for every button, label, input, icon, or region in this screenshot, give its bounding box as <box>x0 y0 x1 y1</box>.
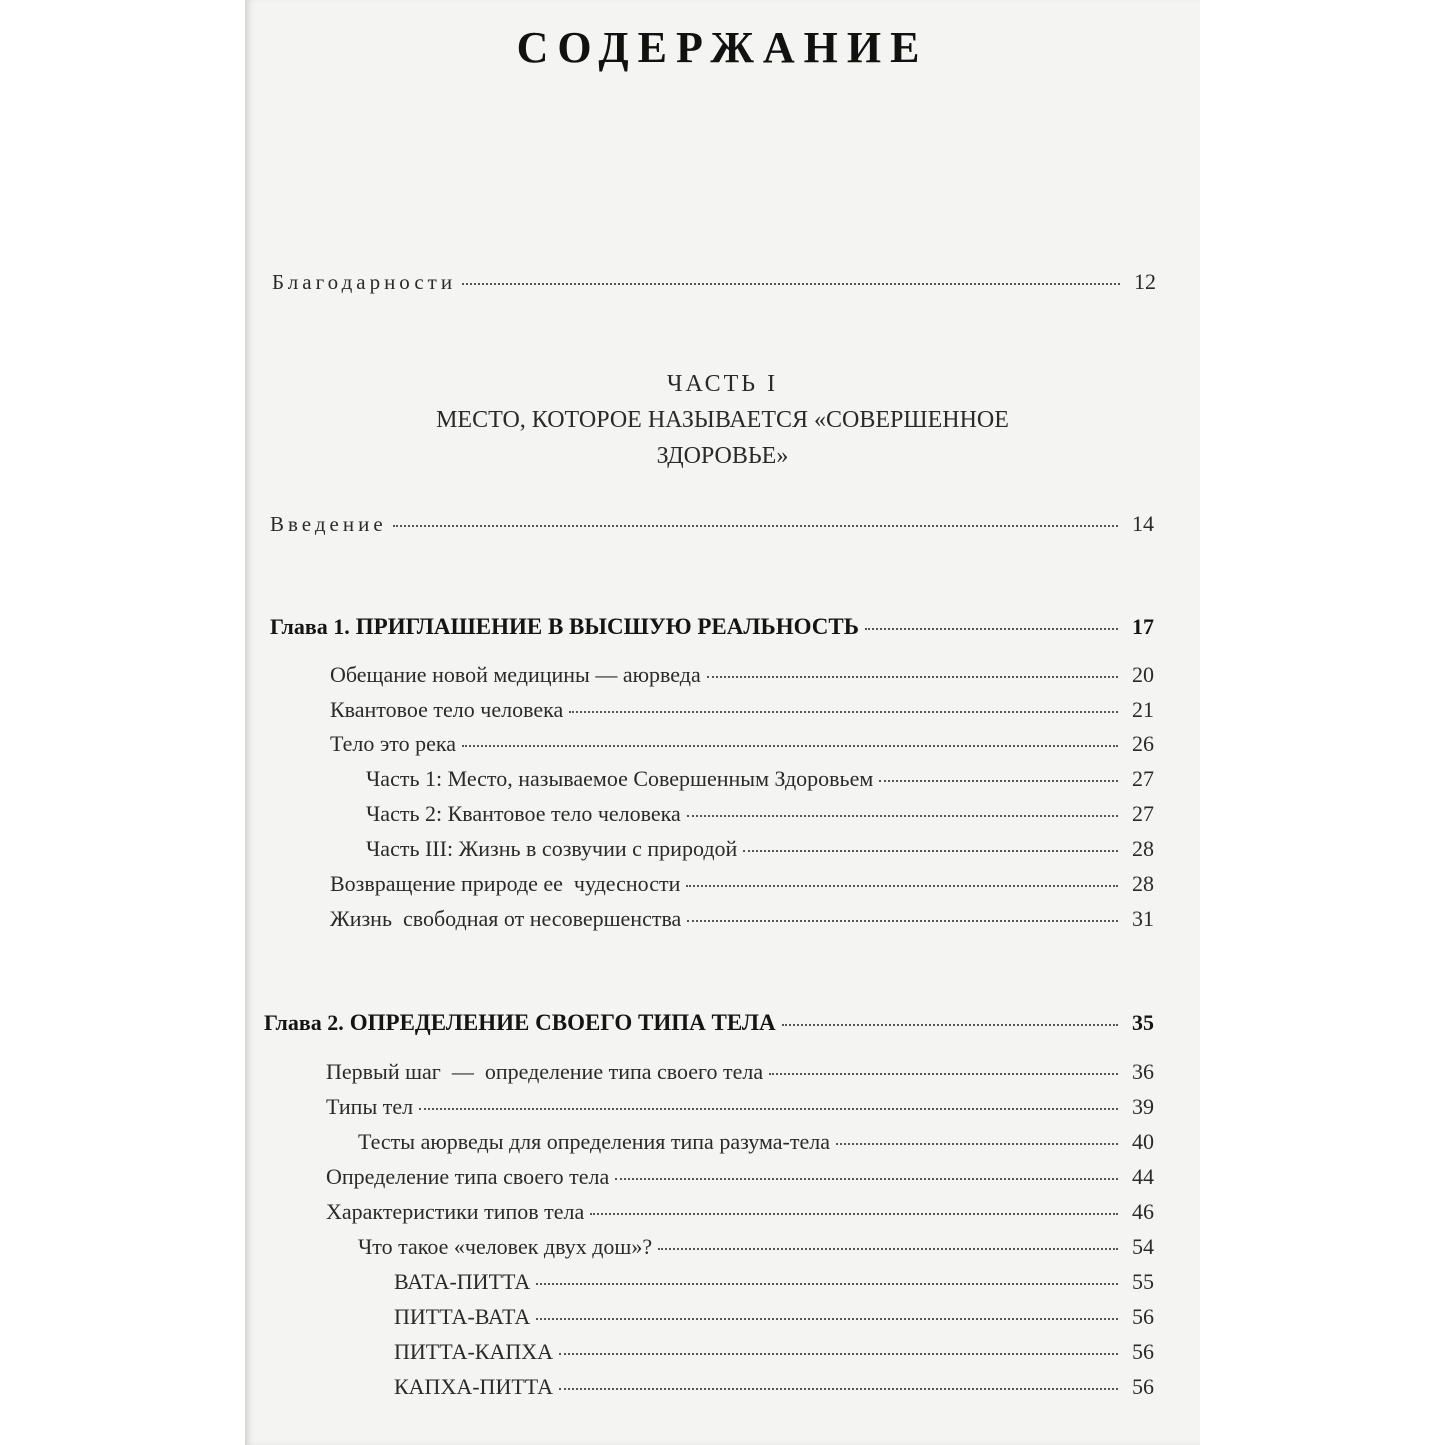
toc-page-number: 36 <box>1132 1059 1154 1084</box>
toc-entry-label: ПИТТА-ВАТА <box>394 1304 531 1329</box>
toc-entry-label: Жизнь свободная от несовершенства <box>330 906 682 931</box>
toc-entry[interactable] <box>330 870 1154 898</box>
toc-page-number: 27 <box>1132 766 1154 791</box>
dot-leader <box>615 1174 1118 1180</box>
toc-page-number: 28 <box>1132 836 1154 861</box>
part-heading <box>245 366 1200 474</box>
dot-leader <box>686 881 1118 887</box>
toc-entry[interactable] <box>326 1163 1154 1191</box>
part-number: ЧАСТЬ I <box>666 371 779 397</box>
toc-page-number: 20 <box>1132 662 1154 687</box>
dot-leader <box>836 1139 1118 1145</box>
toc-page-number: 17 <box>1132 614 1154 639</box>
toc-entry-label: Тело это река <box>330 731 456 756</box>
toc-entry-label: Благодарности <box>272 270 457 294</box>
toc-entry-introduction[interactable] <box>270 510 1154 538</box>
toc-page-number: 40 <box>1132 1129 1154 1154</box>
toc-entry-label: Часть 1: Место, называемое Совершенным Здоровьем <box>366 766 874 791</box>
toc-page-number: 27 <box>1132 801 1154 826</box>
toc-page-number: 26 <box>1132 731 1154 756</box>
toc-entry-label: Что такое «человек двух дош»? <box>358 1234 653 1259</box>
toc-chapter-1[interactable] <box>270 613 1154 641</box>
toc-entry[interactable] <box>358 1128 1154 1156</box>
toc-entry[interactable] <box>330 730 1154 758</box>
toc-entry-label: Часть III: Жизнь в созвучии с природой <box>366 836 738 861</box>
toc-entry[interactable] <box>366 765 1154 793</box>
toc-entry[interactable] <box>394 1268 1154 1296</box>
toc-page-number: 56 <box>1132 1304 1154 1329</box>
toc-page-number: 55 <box>1132 1269 1154 1294</box>
toc-entry-label: Определение типа своего тела <box>326 1164 610 1189</box>
toc-page-number: 46 <box>1132 1199 1154 1224</box>
toc-entry-label: ВАТА-ПИТТА <box>394 1269 531 1294</box>
toc-entry-label: ПИТТА-КАПХА <box>394 1339 553 1364</box>
toc-entry-label: Характеристики типов тела <box>326 1199 585 1224</box>
dot-leader <box>569 707 1118 713</box>
toc-entry[interactable] <box>330 661 1154 689</box>
toc-page-number: 21 <box>1132 697 1154 722</box>
dot-leader <box>590 1209 1118 1215</box>
toc-entry[interactable] <box>366 835 1154 863</box>
dot-leader <box>782 1020 1118 1026</box>
dot-leader <box>707 672 1118 678</box>
chapter-title: ОПРЕДЕЛЕНИЕ СВОЕГО ТИПА ТЕЛА <box>349 1010 776 1035</box>
toc-page-number: 35 <box>1132 1010 1154 1035</box>
toc-entry-label: Обещание новой медицины — аюрведа <box>330 662 701 687</box>
dot-leader <box>687 916 1118 922</box>
toc-page-number: 12 <box>1134 269 1156 294</box>
dot-leader <box>559 1349 1118 1355</box>
toc-page-number: 14 <box>1132 511 1154 536</box>
dot-leader <box>559 1384 1118 1390</box>
toc-entry-acknowledgements[interactable] <box>272 268 1156 296</box>
toc-entry[interactable] <box>330 905 1154 933</box>
toc-page-number: 44 <box>1132 1164 1154 1189</box>
toc-entry-label: КАПХА-ПИТТА <box>394 1374 553 1399</box>
toc-entry[interactable] <box>358 1233 1154 1261</box>
toc-entry-label: Первый шаг — определение типа своего тела <box>326 1059 764 1084</box>
dot-leader <box>769 1069 1118 1075</box>
dot-leader <box>393 521 1118 527</box>
toc-entry[interactable] <box>330 696 1154 724</box>
dot-leader <box>865 624 1118 630</box>
dot-leader <box>879 776 1118 782</box>
dot-leader <box>462 279 1120 285</box>
dot-leader <box>462 741 1118 747</box>
toc-entry[interactable] <box>394 1303 1154 1331</box>
chapter-title: ПРИГЛАШЕНИЕ В ВЫСШУЮ РЕАЛЬНОСТЬ <box>355 614 859 639</box>
page-title: СОДЕРЖАНИЕ <box>516 23 929 72</box>
toc-entry[interactable] <box>394 1373 1154 1401</box>
toc-page-number: 31 <box>1132 906 1154 931</box>
toc-page-number: 56 <box>1132 1374 1154 1399</box>
chapter-prefix: Глава 2. <box>264 1010 344 1035</box>
toc-page-number: 56 <box>1132 1339 1154 1364</box>
toc-entry-label: Типы тел <box>326 1094 414 1119</box>
part-title-line2: ЗДОРОВЬЕ» <box>656 443 789 469</box>
toc-chapter-2[interactable] <box>264 1009 1154 1037</box>
toc-entry-label: Квантовое тело человека <box>330 697 564 722</box>
toc-entry-label: Возвращение природе ее чудесности <box>330 871 681 896</box>
chapter-prefix: Глава 1. <box>270 614 350 639</box>
toc-entry[interactable] <box>366 800 1154 828</box>
dot-leader <box>687 811 1118 817</box>
toc-entry[interactable] <box>326 1058 1154 1086</box>
toc-entry[interactable] <box>326 1093 1154 1121</box>
dot-leader <box>536 1314 1118 1320</box>
toc-entry-label: Тесты аюрведы для определения типа разума-тела <box>358 1129 831 1154</box>
dot-leader <box>658 1244 1118 1250</box>
part-title-line1: МЕСТО, КОТОРОЕ НАЗЫВАЕТСЯ «СОВЕРШЕННОЕ <box>436 407 1009 433</box>
toc-page-number: 28 <box>1132 871 1154 896</box>
toc-page-number: 54 <box>1132 1234 1154 1259</box>
toc-entry-label: Введение <box>270 512 387 536</box>
toc-entry[interactable] <box>326 1198 1154 1226</box>
toc-page-number: 39 <box>1132 1094 1154 1119</box>
toc-entry[interactable] <box>394 1338 1154 1366</box>
toc-entry-label: Часть 2: Квантовое тело человека <box>366 801 681 826</box>
dot-leader <box>419 1104 1118 1110</box>
dot-leader <box>743 846 1118 852</box>
dot-leader <box>536 1279 1118 1285</box>
